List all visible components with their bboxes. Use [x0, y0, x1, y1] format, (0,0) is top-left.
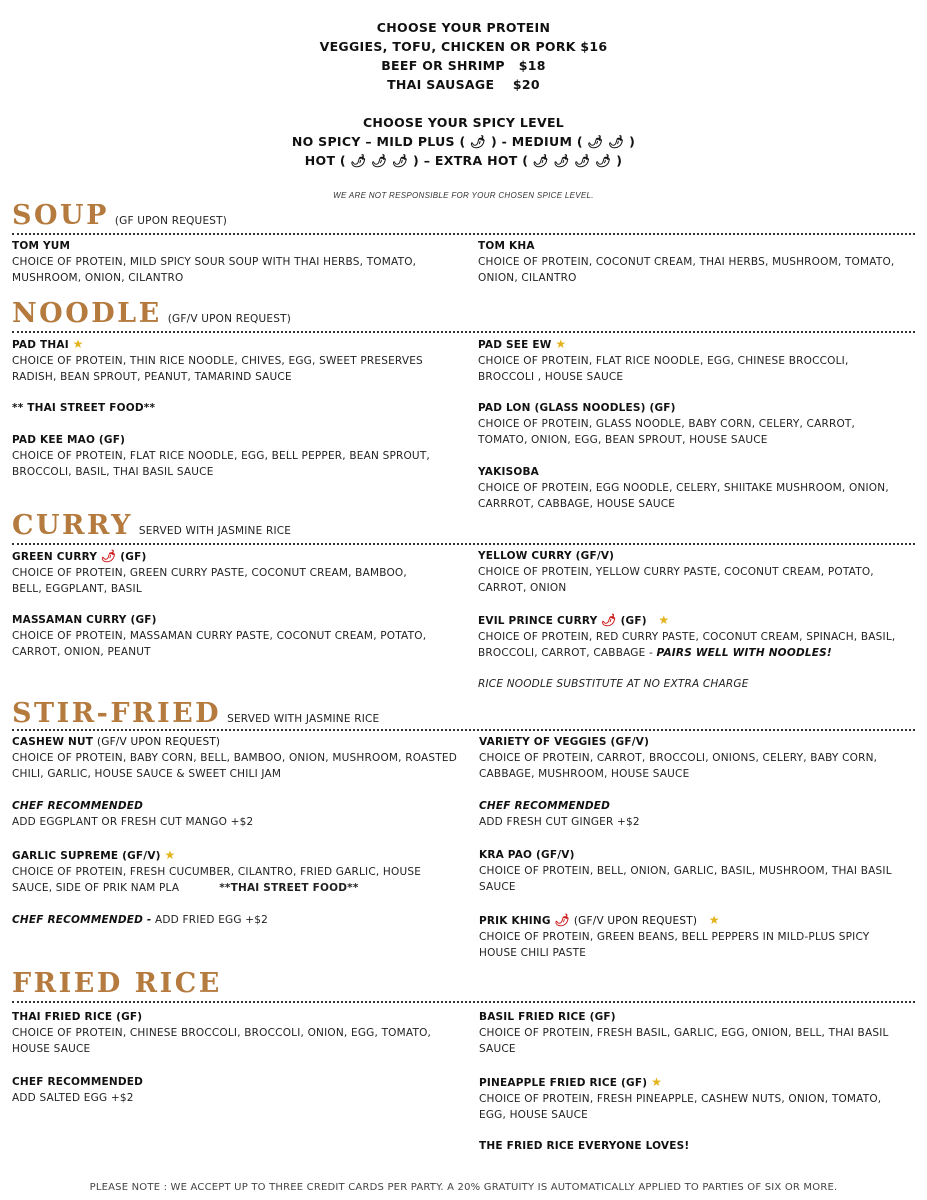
section-title: STIR-FRIED	[12, 698, 222, 729]
spice-disclaimer: WE ARE NOT RESPONSIBLE FOR YOUR CHOSEN SPICE LEVEL.	[333, 191, 594, 200]
item-name: PAD SEE EW	[478, 339, 552, 351]
item-name: KRA PAO (GF/V)	[479, 849, 575, 861]
section-title: NOODLE	[12, 298, 162, 329]
section-title: CURRY	[12, 510, 133, 541]
section-note: (GF UPON REQUEST)	[114, 215, 228, 227]
substitute-text: RICE NOODLE SUBSTITUTE AT NO EXTRA CHARGE	[478, 678, 749, 690]
menu-item	[12, 1009, 460, 1057]
item-name: EVIL PRINCE CURRY	[478, 615, 598, 627]
chef-recommended	[12, 1074, 460, 1106]
item-description: CHOICE OF PROTEIN, FRESH BASIL, GARLIC, EGG, ONION, BELL, THAI BASIL SAUCE	[479, 1027, 889, 1055]
section-note: SERVED WITH JASMINE RICE	[227, 713, 380, 725]
street-food-label: ** THAI STREET FOOD**	[12, 402, 156, 414]
item-tag: (GF)	[620, 615, 647, 627]
item-name: YAKISOBA	[478, 466, 539, 478]
payment-note: PLEASE NOTE : WE ACCEPT UP TO THREE CREDIT CARDS PER PARTY. A 20% GRATUITY IS AUTOMATICALLY APPLIED TO PARTIES OF SIX OR MORE.	[89, 1182, 838, 1193]
chef-recommended	[12, 912, 460, 928]
item-name: MASSAMAN CURRY (GF)	[12, 614, 157, 626]
item-description: CHOICE OF PROTEIN, GLASS NOODLE, BABY CORN, CELERY, CARROT, TOMATO, ONION, EGG, BEAN SPROUT, HOUSE SAUCE	[478, 418, 856, 446]
menu-item	[12, 432, 460, 480]
item-description: CHOICE OF PROTEIN, FRESH PINEAPPLE, CASHEW NUTS, ONION, TOMATO, EGG, HOUSE SAUCE	[479, 1093, 882, 1121]
menu-item	[12, 548, 460, 597]
item-name: THAI FRIED RICE (GF)	[12, 1011, 143, 1023]
dotted-divider	[12, 1001, 915, 1003]
item-name: PINEAPPLE FRIED RICE (GF)	[479, 1077, 648, 1089]
chili-icon: 🌶	[601, 613, 617, 627]
item-description: CHOICE OF PROTEIN, CARROT, BROCCOLI, ONIONS, CELERY, BABY CORN, CABBAGE, MUSHROOM, HOUSE SAUCE	[479, 752, 878, 780]
item-name: BASIL FRIED RICE (GF)	[479, 1011, 616, 1023]
item-description: CHOICE OF PROTEIN, MASSAMAN CURRY PASTE, COCONUT CREAM, POTATO, CARROT, ONION, PEANUT	[12, 630, 427, 658]
street-food-note	[12, 400, 460, 416]
chili-icon: 🌶	[554, 913, 571, 927]
chef-recommended	[12, 798, 460, 830]
item-name: TOM YUM	[12, 240, 71, 252]
chef-text: ADD FRIED EGG +$2	[155, 914, 268, 926]
item-description: CHOICE OF PROTEIN, RED CURRY PASTE, COCONUT CREAM, SPINACH, BASIL, BROCCOLI, CARROT, CABBAGE - PAIRS WELL WITH NOODLES!	[478, 631, 896, 659]
star-icon: ★	[72, 337, 84, 351]
dotted-divider	[12, 729, 915, 731]
protein-price-2: BEEF OR SHRIMP $18	[381, 58, 546, 73]
item-description: CHOICE OF PROTEIN, EGG NOODLE, CELERY, SHIITAKE MUSHROOM, ONION, CARRROT, CABBAGE, HOUSE SAUCE	[478, 482, 889, 510]
protein-price-3: THAI SAUSAGE $20	[387, 77, 540, 92]
section-title: SOUP	[12, 200, 109, 231]
section-note: (GF/V UPON REQUEST)	[167, 313, 291, 325]
item-tag: (GF/V UPON REQUEST)	[96, 736, 221, 748]
spicy-levels-2: HOT ( 🌶 🌶 🌶 ) – EXTRA HOT ( 🌶 🌶 🌶 🌶 )	[304, 153, 623, 168]
chef-label: CHEF RECOMMENDED -	[12, 914, 152, 926]
spicy-levels-1: NO SPICY – MILD PLUS ( 🌶 ) - MEDIUM ( 🌶 🌶 )	[291, 134, 636, 149]
dotted-divider	[12, 331, 915, 333]
item-description: CHOICE OF PROTEIN, BELL, ONION, GARLIC, BASIL, MUSHROOM, THAI BASIL SAUCE	[479, 865, 892, 893]
item-description: CHOICE OF PROTEIN, COCONUT CREAM, THAI HERBS, MUSHROOM, TOMATO, ONION, CILANTRO	[478, 256, 895, 284]
star-icon: ★	[651, 1075, 663, 1089]
dotted-divider	[12, 543, 915, 545]
item-description: CHOICE OF PROTEIN, GREEN BEANS, BELL PEPPERS IN MILD-PLUS SPICY HOUSE CHILI PASTE	[479, 931, 870, 959]
item-name: VARIETY OF VEGGIES (GF/V)	[479, 736, 650, 748]
item-name: PAD LON (GLASS NOODLES) (GF)	[478, 402, 676, 414]
item-description: CHOICE OF PROTEIN, THIN RICE NOODLE, CHIVES, EGG, SWEET PRESERVES RADISH, BEAN SPROUT, PEANUT, TAMARIND SAUCE	[12, 355, 423, 383]
item-description: CHOICE OF PROTEIN, YELLOW CURRY PASTE, COCONUT CREAM, POTATO, CARROT, ONION	[478, 566, 874, 594]
menu-item	[12, 612, 460, 660]
spicy-title: CHOOSE YOUR SPICY LEVEL	[362, 115, 565, 130]
menu-item	[478, 400, 926, 448]
item-tag: (GF)	[120, 551, 147, 563]
chili-icon: 🌶	[100, 549, 117, 563]
menu-item	[479, 847, 927, 895]
item-description: CHOICE OF PROTEIN, FRESH CUCUMBER, CILANTRO, FRIED GARLIC, HOUSE SAUCE, SIDE OF PRIK NAM PLA **THAI STREET FOOD**	[12, 866, 422, 894]
chef-label: CHEF RECOMMENDED	[12, 1076, 144, 1088]
section-note: SERVED WITH JASMINE RICE	[138, 525, 292, 537]
menu-item	[12, 734, 460, 782]
section-title: FRIED RICE	[12, 968, 222, 999]
protein-title: CHOOSE YOUR PROTEIN	[376, 20, 551, 35]
star-icon: ★	[658, 613, 670, 627]
fried-rice-tagline	[479, 1138, 927, 1154]
tagline-text: THE FRIED RICE EVERYONE LOVES!	[479, 1140, 690, 1152]
item-name: YELLOW CURRY (GF/V)	[478, 550, 615, 562]
chef-label: CHEF RECOMMENDED	[12, 800, 144, 812]
menu-item	[478, 612, 926, 661]
item-description: CHOICE OF PROTEIN, GREEN CURRY PASTE, COCONUT CREAM, BAMBOO, BELL, EGGPLANT, BASIL	[12, 567, 407, 595]
chef-text: ADD FRESH CUT GINGER +$2	[479, 816, 640, 828]
chef-recommended	[479, 798, 927, 830]
menu-header	[0, 18, 927, 170]
item-description: CHOICE OF PROTEIN, MILD SPICY SOUR SOUP WITH THAI HERBS, TOMATO, MUSHROOM, ONION, CILANTRO	[12, 256, 417, 284]
item-name: PAD THAI	[12, 339, 69, 351]
menu-item	[12, 336, 460, 385]
street-food-label: **THAI STREET FOOD**	[219, 882, 359, 894]
item-description: CHOICE OF PROTEIN, CHINESE BROCCOLI, BROCCOLI, ONION, EGG, TOMATO, HOUSE SAUCE	[12, 1027, 432, 1055]
menu-item	[479, 734, 927, 782]
chef-label: CHEF RECOMMENDED	[479, 800, 611, 812]
item-name: GARLIC SUPREME (GF/V)	[12, 850, 161, 862]
menu-item	[479, 1009, 927, 1057]
item-name: PRIK KHING	[479, 915, 551, 927]
item-name: CASHEW NUT	[12, 736, 94, 748]
menu-item	[479, 912, 927, 961]
chef-text: ADD EGGPLANT OR FRESH CUT MANGO +$2	[12, 816, 254, 828]
item-description: CHOICE OF PROTEIN, FLAT RICE NOODLE, EGG, CHINESE BROCCOLI, BROCCOLI , HOUSE SAUCE	[478, 355, 849, 383]
substitute-note	[478, 676, 926, 692]
protein-price-1: VEGGIES, TOFU, CHICKEN OR PORK $16	[319, 39, 608, 54]
item-description: CHOICE OF PROTEIN, FLAT RICE NOODLE, EGG, BELL PEPPER, BEAN SPROUT, BROCCOLI, BASIL, THAI BASIL SAUCE	[12, 450, 430, 478]
menu-item	[479, 1074, 927, 1123]
menu-item	[12, 238, 460, 286]
chef-text: ADD SALTED EGG +$2	[12, 1092, 134, 1104]
star-icon: ★	[164, 848, 176, 862]
item-tag: (GF/V UPON REQUEST)	[573, 915, 698, 927]
pairs-note: PAIRS WELL WITH NOODLES!	[656, 647, 832, 659]
item-name: PAD KEE MAO (GF)	[12, 434, 126, 446]
menu-item	[478, 336, 926, 385]
menu-item	[478, 238, 926, 286]
star-icon: ★	[555, 337, 567, 351]
menu-item	[478, 464, 926, 512]
menu-item	[12, 847, 460, 896]
item-description: CHOICE OF PROTEIN, BABY CORN, BELL, BAMBOO, ONION, MUSHROOM, ROASTED CHILI, GARLIC, HOUSE SAUCE & SWEET CHILI JAM	[12, 752, 458, 780]
item-name: GREEN CURRY	[12, 551, 98, 563]
dotted-divider	[12, 233, 915, 235]
item-name: TOM KHA	[478, 240, 535, 252]
menu-item	[478, 548, 926, 596]
star-icon: ★	[708, 913, 720, 927]
